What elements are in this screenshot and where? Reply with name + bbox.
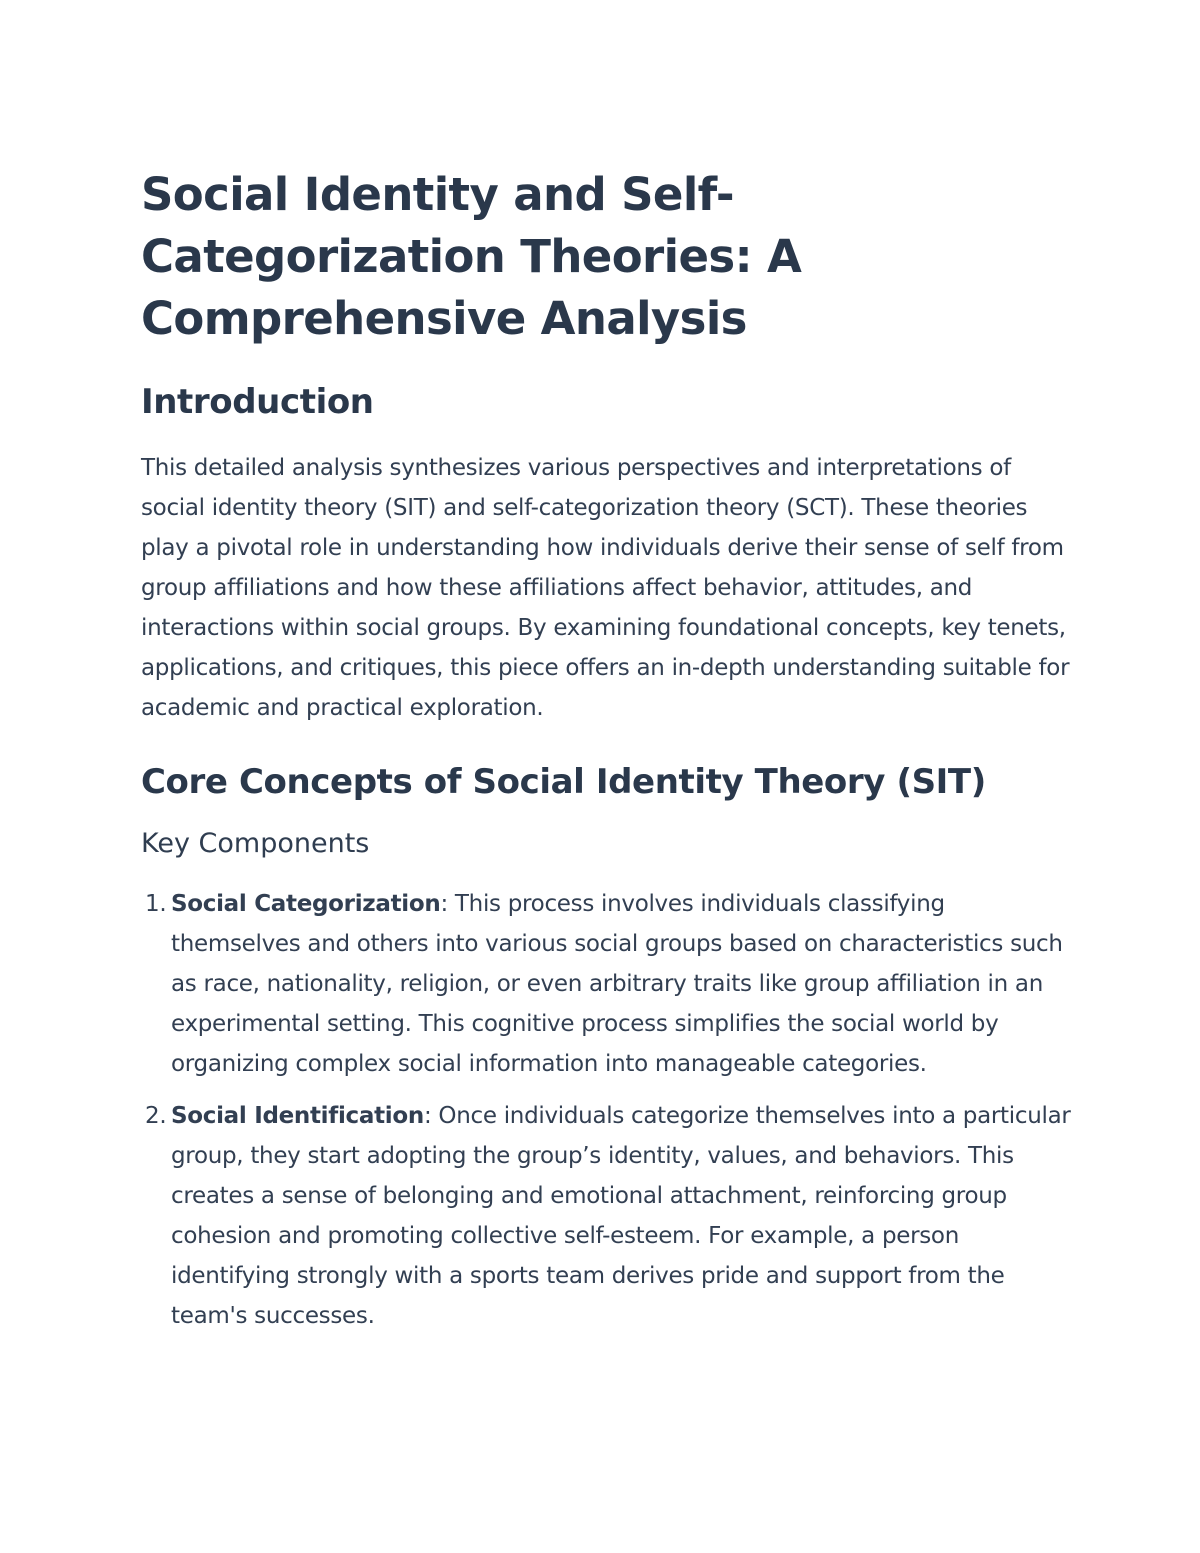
document-page: [141, 164, 1071, 1348]
list-item-text: : Once individuals categorize themselves into a particular group, they start adopting the group’s identity, values, and behaviors. This creates a sense of belonging and emotional attachment, reinforcing group cohesion and promoting collective self-esteem. For example, a person identifying strongly with a sports team derives pride and support from the team's successes.: [171, 1103, 1071, 1329]
list-item-number: 2.: [145, 1103, 167, 1129]
introduction-paragraph: This detailed analysis synthesizes various perspectives and interpretations of social identity theory (SIT) and self-categorization theory (SCT). These theories play a pivotal role in understanding how individuals derive their sense of self from group affiliations and how these affiliations affect behavior, attitudes, and interactions within social groups. By examining foundational concepts, key tenets, applications, and critiques, this piece offers an in-depth understanding suitable for academic and practical exploration.: [141, 455, 1070, 721]
list-item-social-identification: [141, 1096, 1071, 1336]
key-components-subheading: Key Components: [141, 828, 370, 859]
list-item-social-categorization: [141, 884, 1071, 1084]
document-title: Social Identity and Self-Categorization Theories: A Comprehensive Analysis: [141, 168, 802, 345]
list-item-term: Social Identification: [171, 1103, 424, 1129]
key-components-list: [141, 884, 1071, 1336]
introduction-heading: Introduction: [141, 382, 374, 422]
core-concepts-heading: Core Concepts of Social Identity Theory (SIT): [141, 762, 986, 802]
list-item-term: Social Categorization: [171, 891, 441, 917]
list-item-text: : This process involves individuals classifying themselves and others into various social groups based on characteristics such as race, nationality, religion, or even arbitrary traits like group affiliation in an experimental setting. This cognitive process simplifies the social world by organizing complex social information into manageable categories.: [171, 891, 1063, 1077]
list-item-number: 1.: [145, 891, 167, 917]
